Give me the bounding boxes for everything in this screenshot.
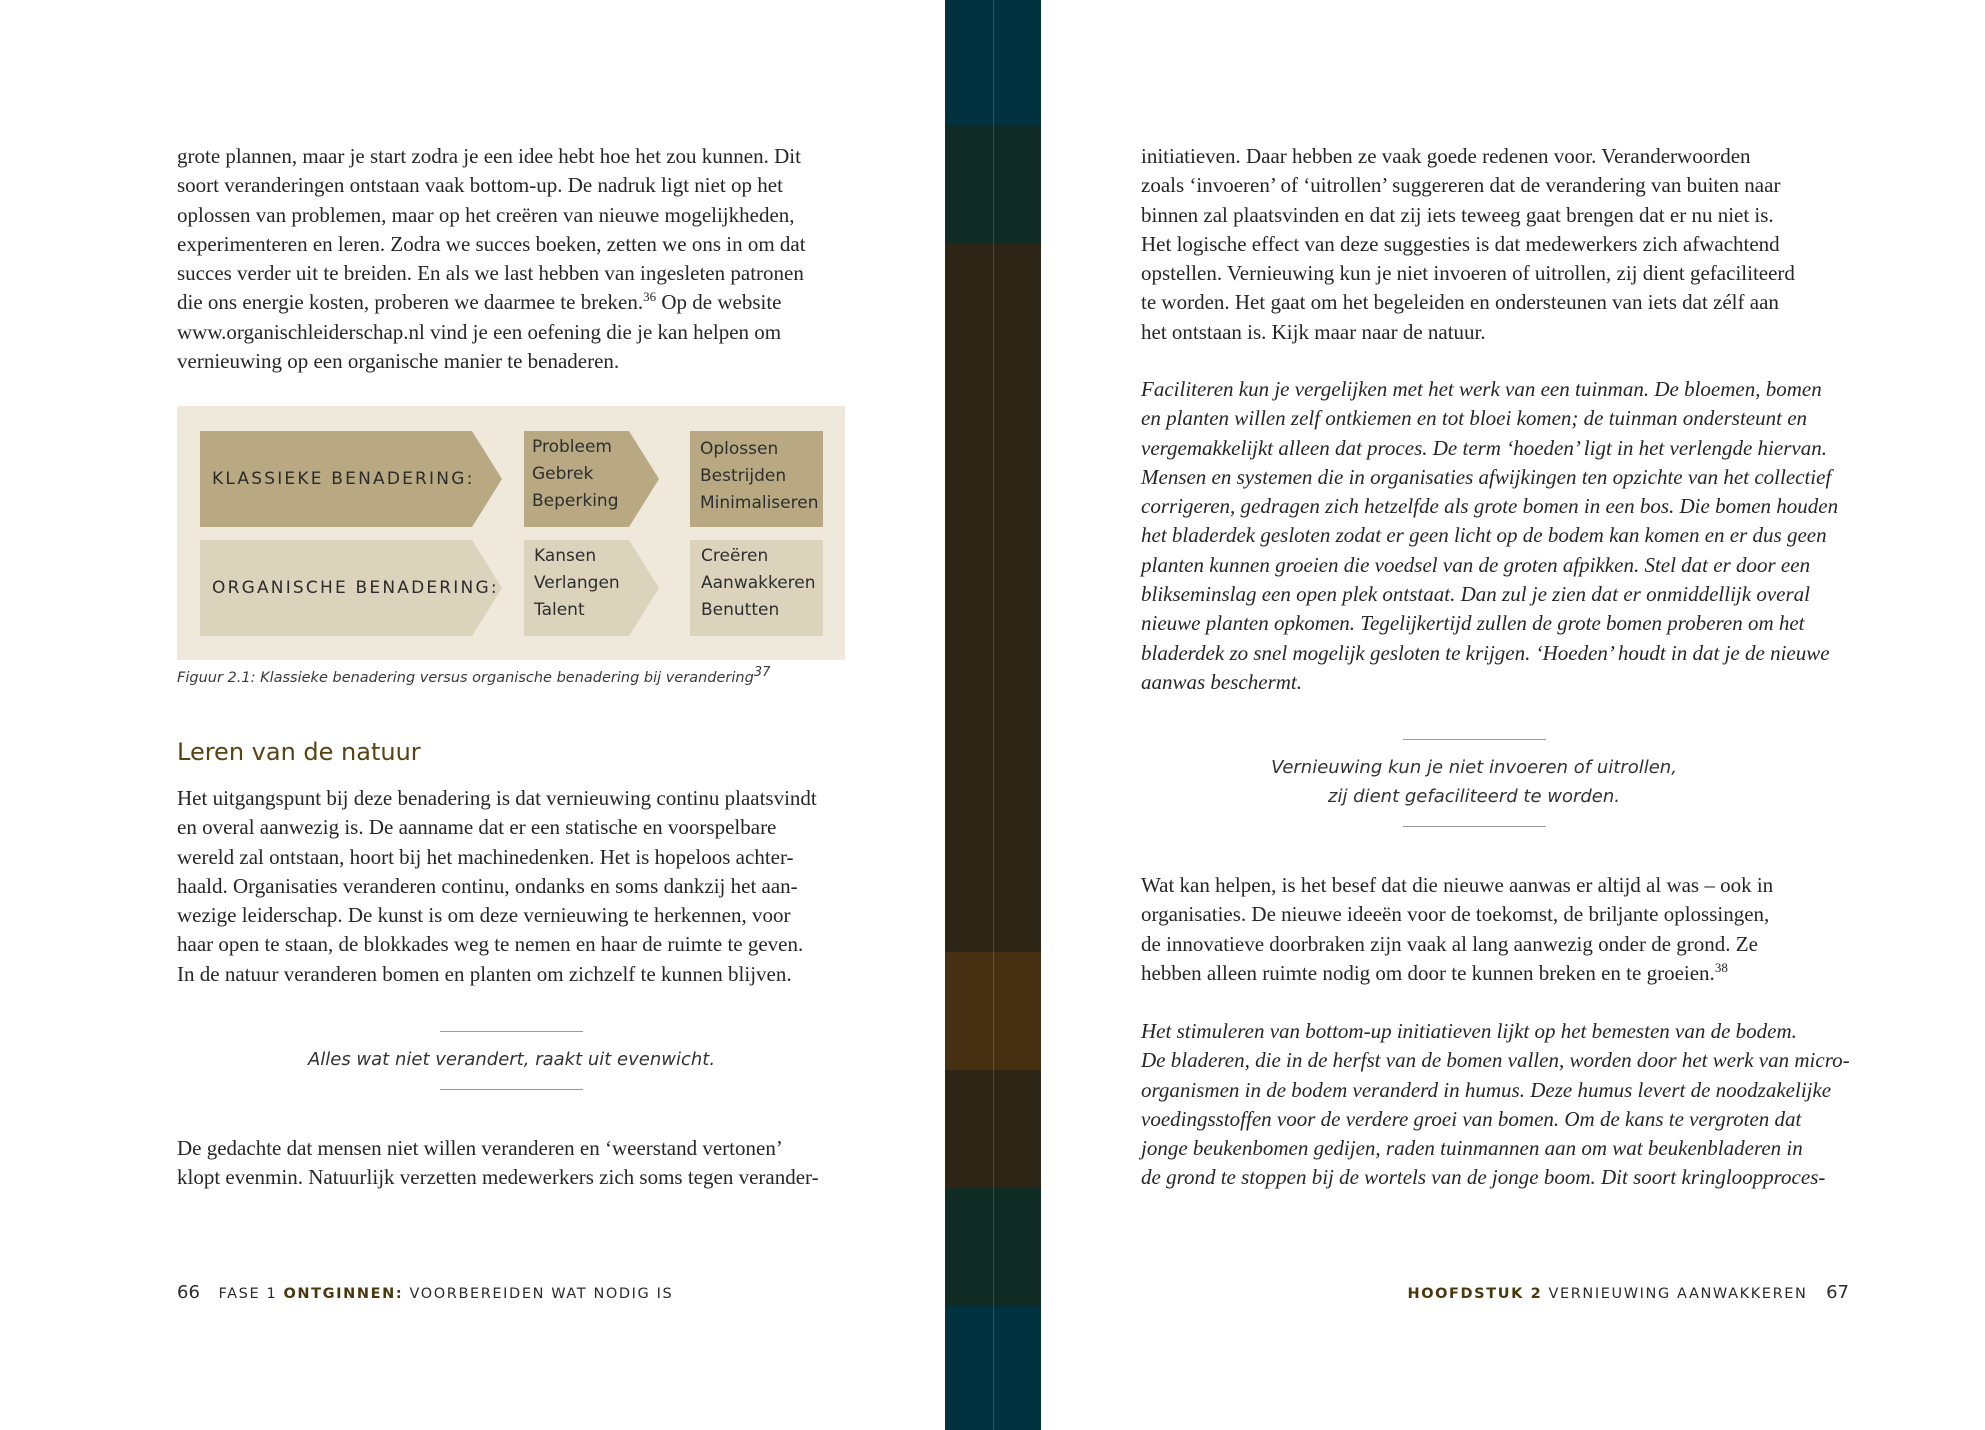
text-fragment: die ons energie kosten, proberen we daarmee te breken. [177, 290, 644, 315]
text-line: blikseminslag een open plek ontstaat. Dan zul je zien dat er onmiddellijk overal [1141, 582, 1810, 607]
text-line: De bladeren, die in de herfst van de bomen vallen, worden door het werk van micro- [1141, 1048, 1850, 1073]
text-line: wereld zal ontstaan, hoort bij het machinedenken. Het is hopeloos achter- [177, 844, 794, 869]
text-line: het ontstaan is. Kijk maar naar de natuur. [1141, 319, 1486, 344]
text-line: te worden. Het gaat om het begeleiden en ondersteunen van iets dat zélf aan [1141, 290, 1779, 315]
text-line [177, 288, 806, 317]
text-line: binnen zal plaatsvinden en dat zij iets teweeg gaat brengen dat er nu niet is. [1141, 202, 1774, 227]
classic-problem-list [532, 434, 619, 515]
text-line: de grond te stoppen bij de wortels van de jonge boom. Dit soort kringloopproces- [1141, 1165, 1826, 1190]
pull-quote-line: zij dient gefaciliteerd te worden. [1328, 786, 1620, 807]
text-line: klopt evenmin. Natuurlijk verzetten medewerkers zich soms tegen verander- [177, 1165, 819, 1190]
caption-text: Figuur 2.1: Klassieke benadering versus organische benadering bij verandering [177, 670, 754, 686]
text-fragment: Op de website [656, 290, 782, 315]
text-line: organisaties. De nieuwe ideeën voor de toekomst, de briljante oplossingen, [1141, 902, 1770, 927]
right-intro-paragraph [1141, 142, 1795, 347]
spine-band [945, 1306, 1041, 1430]
spine-band [945, 952, 1041, 1070]
page-number: 67 [1826, 1282, 1849, 1303]
footnote-ref: 36 [643, 289, 657, 305]
classic-approach-label: KLASSIEKE BENADERING: [212, 469, 475, 489]
footnote-ref: 38 [1714, 959, 1728, 975]
fertilizing-italic-paragraph [1141, 1017, 1850, 1193]
text-line: haar open te staan, de blokkades weg te nemen en haar de ruimte te geven. [177, 932, 804, 957]
text-line: nieuwe planten opkomen. Tegelijkertijd zullen de grote bomen proberen om het [1141, 611, 1805, 636]
running-head-prefix: FASE 1 [218, 1286, 284, 1302]
pull-quote-rule-top [1403, 739, 1546, 740]
nature-paragraph [177, 784, 817, 989]
running-head-title: VOORBEREIDEN WAT NODIG IS [403, 1286, 674, 1302]
footnote-ref: 37 [753, 665, 771, 681]
list-item: Oplossen [700, 439, 779, 459]
text-line: voedingsstoffen voor de verdere groei van bomen. Om de kans te vergroten dat [1141, 1106, 1802, 1131]
right-page-footer [1407, 1282, 1849, 1303]
list-item: Verlangen [534, 573, 620, 593]
right-page [1041, 0, 1985, 1430]
classic-solution-list [700, 436, 818, 517]
spine-band [945, 243, 1041, 952]
text-line: organismen in de bodem veranderd in humus. Deze humus levert de noodzakelijke [1141, 1077, 1832, 1102]
text-line: Het uitgangspunt bij deze benadering is dat vernieuwing continu plaatsvindt [177, 786, 817, 810]
text-line: vergemakkelijkt alleen dat proces. De term ‘hoeden’ ligt in het verlengde hiervan. [1141, 435, 1827, 460]
pull-quote-rule-top [440, 1031, 583, 1032]
text-line: corrigeren, gedragen zich hetzelfde als grote bomen in een bos. Die bomen houden [1141, 494, 1839, 519]
text-line: aanwas beschermt. [1141, 669, 1302, 694]
text-line: Mensen en systemen die in organisaties afwijkingen ten opzichte van het collectief [1141, 464, 1832, 489]
text-line: zoals ‘invoeren’ of ‘uitrollen’ suggereren dat de verandering van buiten naar [1141, 173, 1781, 198]
list-item: Beperking [532, 491, 619, 511]
running-head-bold: ONTGINNEN: [283, 1286, 404, 1302]
text-line: Het stimuleren van bottom-up initiatieven lijkt op het bemesten van de bodem. [1141, 1019, 1797, 1043]
text-line: de innovatieve doorbraken zijn vaak al lang aanwezig onder de grond. Ze [1141, 931, 1758, 956]
spine-band [945, 0, 1041, 125]
text-line: haald. Organisaties veranderen continu, ondanks en soms dankzij het aan- [177, 873, 798, 898]
text-line: het bladerdek gesloten zodat er geen licht op de bodem kan komen en er dus geen [1141, 523, 1827, 548]
text-line [1141, 959, 1773, 988]
gardener-italic-paragraph [1141, 375, 1838, 697]
text-line: Het logische effect van deze suggesties is dat medewerkers zich afwachtend [1141, 231, 1780, 256]
left-page [0, 0, 945, 1430]
organic-approach-label: ORGANISCHE BENADERING: [212, 578, 499, 598]
text-line: De gedachte dat mensen niet willen veranderen en ‘weerstand vertonen’ [177, 1136, 783, 1160]
resistance-paragraph [177, 1134, 819, 1193]
text-line: soort veranderingen ontstaan vaak bottom-up. De nadruk ligt niet op het [177, 173, 783, 198]
running-head-bold: HOOFDSTUK 2 [1407, 1286, 1543, 1302]
list-item: Kansen [534, 546, 597, 566]
text-line: en planten willen zelf ontkiemen en tot bloei komen; de tuinman ondersteunt en [1141, 406, 1808, 431]
figure-approach-comparison [177, 406, 845, 660]
growth-paragraph [1141, 871, 1773, 988]
text-fragment: hebben alleen ruimte nodig om door te kunnen breken en te groeien. [1141, 960, 1715, 985]
pull-quote [1141, 753, 1807, 811]
running-head-title: VERNIEUWING AANWAKKEREN [1542, 1286, 1808, 1302]
text-line: In de natuur veranderen bomen en planten om zichzelf te kunnen blijven. [177, 961, 792, 986]
list-item: Talent [534, 600, 585, 620]
pull-quote-line: Vernieuwing kun je niet invoeren of uitrollen, [1271, 757, 1677, 778]
organic-opportunity-list [534, 543, 620, 624]
text-line: succes verder uit te breiden. En als we last hebben van ingesleten patronen [177, 261, 804, 286]
text-line: planten kunnen groeien die voedsel van de groten afpikken. Stel dat er door een [1141, 552, 1811, 577]
list-item: Creëren [701, 546, 769, 566]
section-heading: Leren van de natuur [177, 738, 421, 766]
left-page-footer [177, 1282, 673, 1303]
list-item: Aanwakkeren [701, 573, 816, 593]
text-line: vernieuwing op een organische manier te benaderen. [177, 349, 620, 374]
list-item: Bestrijden [700, 466, 787, 486]
organic-action-list [701, 543, 816, 624]
spine-band [945, 125, 1041, 243]
text-line: www.organischleiderschap.nl vind je een oefening die je kan helpen om [177, 319, 782, 344]
pull-quote: Alles wat niet verandert, raakt uit evenwicht. [307, 1049, 716, 1070]
text-line: experimenteren en leren. Zodra we succes boeken, zetten we ons in om dat [177, 231, 806, 256]
intro-paragraph [177, 142, 806, 376]
pull-quote-rule-bottom [440, 1089, 583, 1090]
page-number: 66 [177, 1282, 200, 1303]
text-line: Wat kan helpen, is het besef dat die nieuwe aanwas er altijd al was – ook in [1141, 873, 1774, 897]
figure-caption [177, 665, 771, 686]
spine-band [945, 1188, 1041, 1306]
spine-band [945, 1070, 1041, 1188]
text-line: oplossen van problemen, maar op het creëren van nieuwe mogelijkheden, [177, 202, 795, 227]
text-line: Faciliteren kun je vergelijken met het werk van een tuinman. De bloemen, bomen [1141, 377, 1822, 401]
book-spine [945, 0, 1041, 1430]
text-line: jonge beukenbomen gedijen, raden tuinmannen aan om wat beukenbladeren in [1141, 1136, 1803, 1161]
text-line: wezige leiderschap. De kunst is om deze vernieuwing te herkennen, voor [177, 903, 791, 928]
text-line: en overal aanwezig is. De aanname dat er een statische en voorspelbare [177, 815, 777, 840]
text-line: grote plannen, maar je start zodra je een idee hebt hoe het zou kunnen. Dit [177, 144, 801, 168]
list-item: Benutten [701, 600, 780, 620]
text-line: initiatieven. Daar hebben ze vaak goede redenen voor. Veranderwoorden [1141, 144, 1751, 168]
text-line: opstellen. Vernieuwing kun je niet invoeren of uitrollen, zij dient gefaciliteerd [1141, 261, 1795, 286]
list-item: Minimaliseren [700, 493, 819, 513]
list-item: Probleem [532, 437, 612, 457]
text-line: bladerdek zo snel mogelijk gesloten te krijgen. ‘Hoeden’ houdt in dat je de nieuwe [1141, 640, 1830, 665]
pull-quote-rule-bottom [1403, 826, 1546, 827]
list-item: Gebrek [532, 464, 594, 484]
